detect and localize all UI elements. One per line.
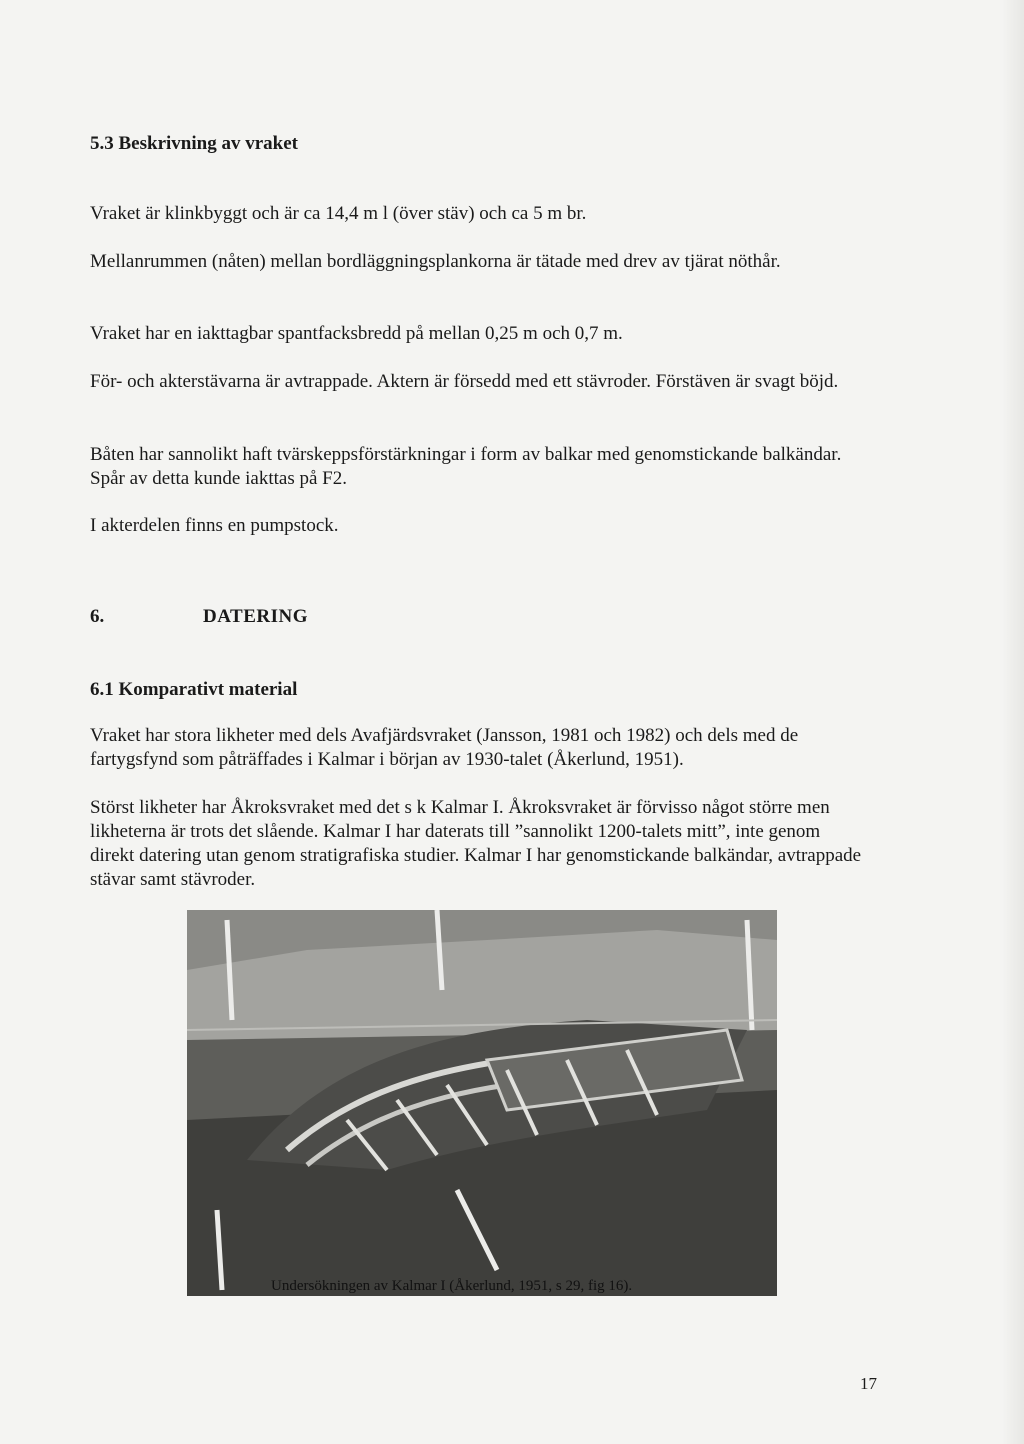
paragraph-dimensions: Vraket är klinkbyggt och är ca 14,4 m l (över stäv) och ca 5 m br. <box>90 203 587 224</box>
paragraph-kalmar: Störst likheter har Åkroksvraket med det s k Kalmar I. Åkroksvraket är förvisso något större men likheterna är trots det slående. Kalmar I har daterats till ”sannolikt 1200-talets mitt”, inte genom direkt datering utan genom stratigrafiska studier. Kalmar I har genomstickande balkändar, avtrappade stävar samt stävroder. <box>90 797 862 890</box>
paragraph-stems: För- och akterstävarna är avtrappade. Aktern är försedd med ett stävroder. Förstäven är svagt böjd. <box>90 371 839 392</box>
figure-caption: Undersökningen av Kalmar I (Åkerlund, 1951, s 29, fig 16). <box>271 1278 633 1294</box>
page-edge-shadow <box>1002 0 1024 1444</box>
paragraph-caulking: Mellanrummen (nåten) mellan bordläggningsplankorna är tätade med drev av tjärat nöthår. <box>90 251 781 272</box>
paragraph-pump: I akterdelen finns en pumpstock. <box>90 515 339 536</box>
section-number-6: 6. <box>90 606 105 627</box>
wreck-photograph <box>187 910 777 1296</box>
section-title-datering: DATERING <box>203 606 308 627</box>
section-heading-5-3: 5.3 Beskrivning av vraket <box>90 133 298 154</box>
paragraph-frame-spacing: Vraket har en iakttagbar spantfacksbredd på mellan 0,25 m och 0,7 m. <box>90 323 623 344</box>
page-number: 17 <box>860 1374 877 1393</box>
paragraph-comparison: Vraket har stora likheter med dels Avafjärdsvraket (Jansson, 1981 och 1982) och dels med de fartygsfynd som påträffades i Kalmar i början av 1930-talet (Åkerlund, 1951). <box>90 725 799 770</box>
section-heading-6-1: 6.1 Komparativt material <box>90 679 298 700</box>
paragraph-beams: Båten har sannolikt haft tvärskeppsförstärkningar i form av balkar med genomstickande balkändar. Spår av detta kunde iakttas på F2. <box>90 444 842 489</box>
